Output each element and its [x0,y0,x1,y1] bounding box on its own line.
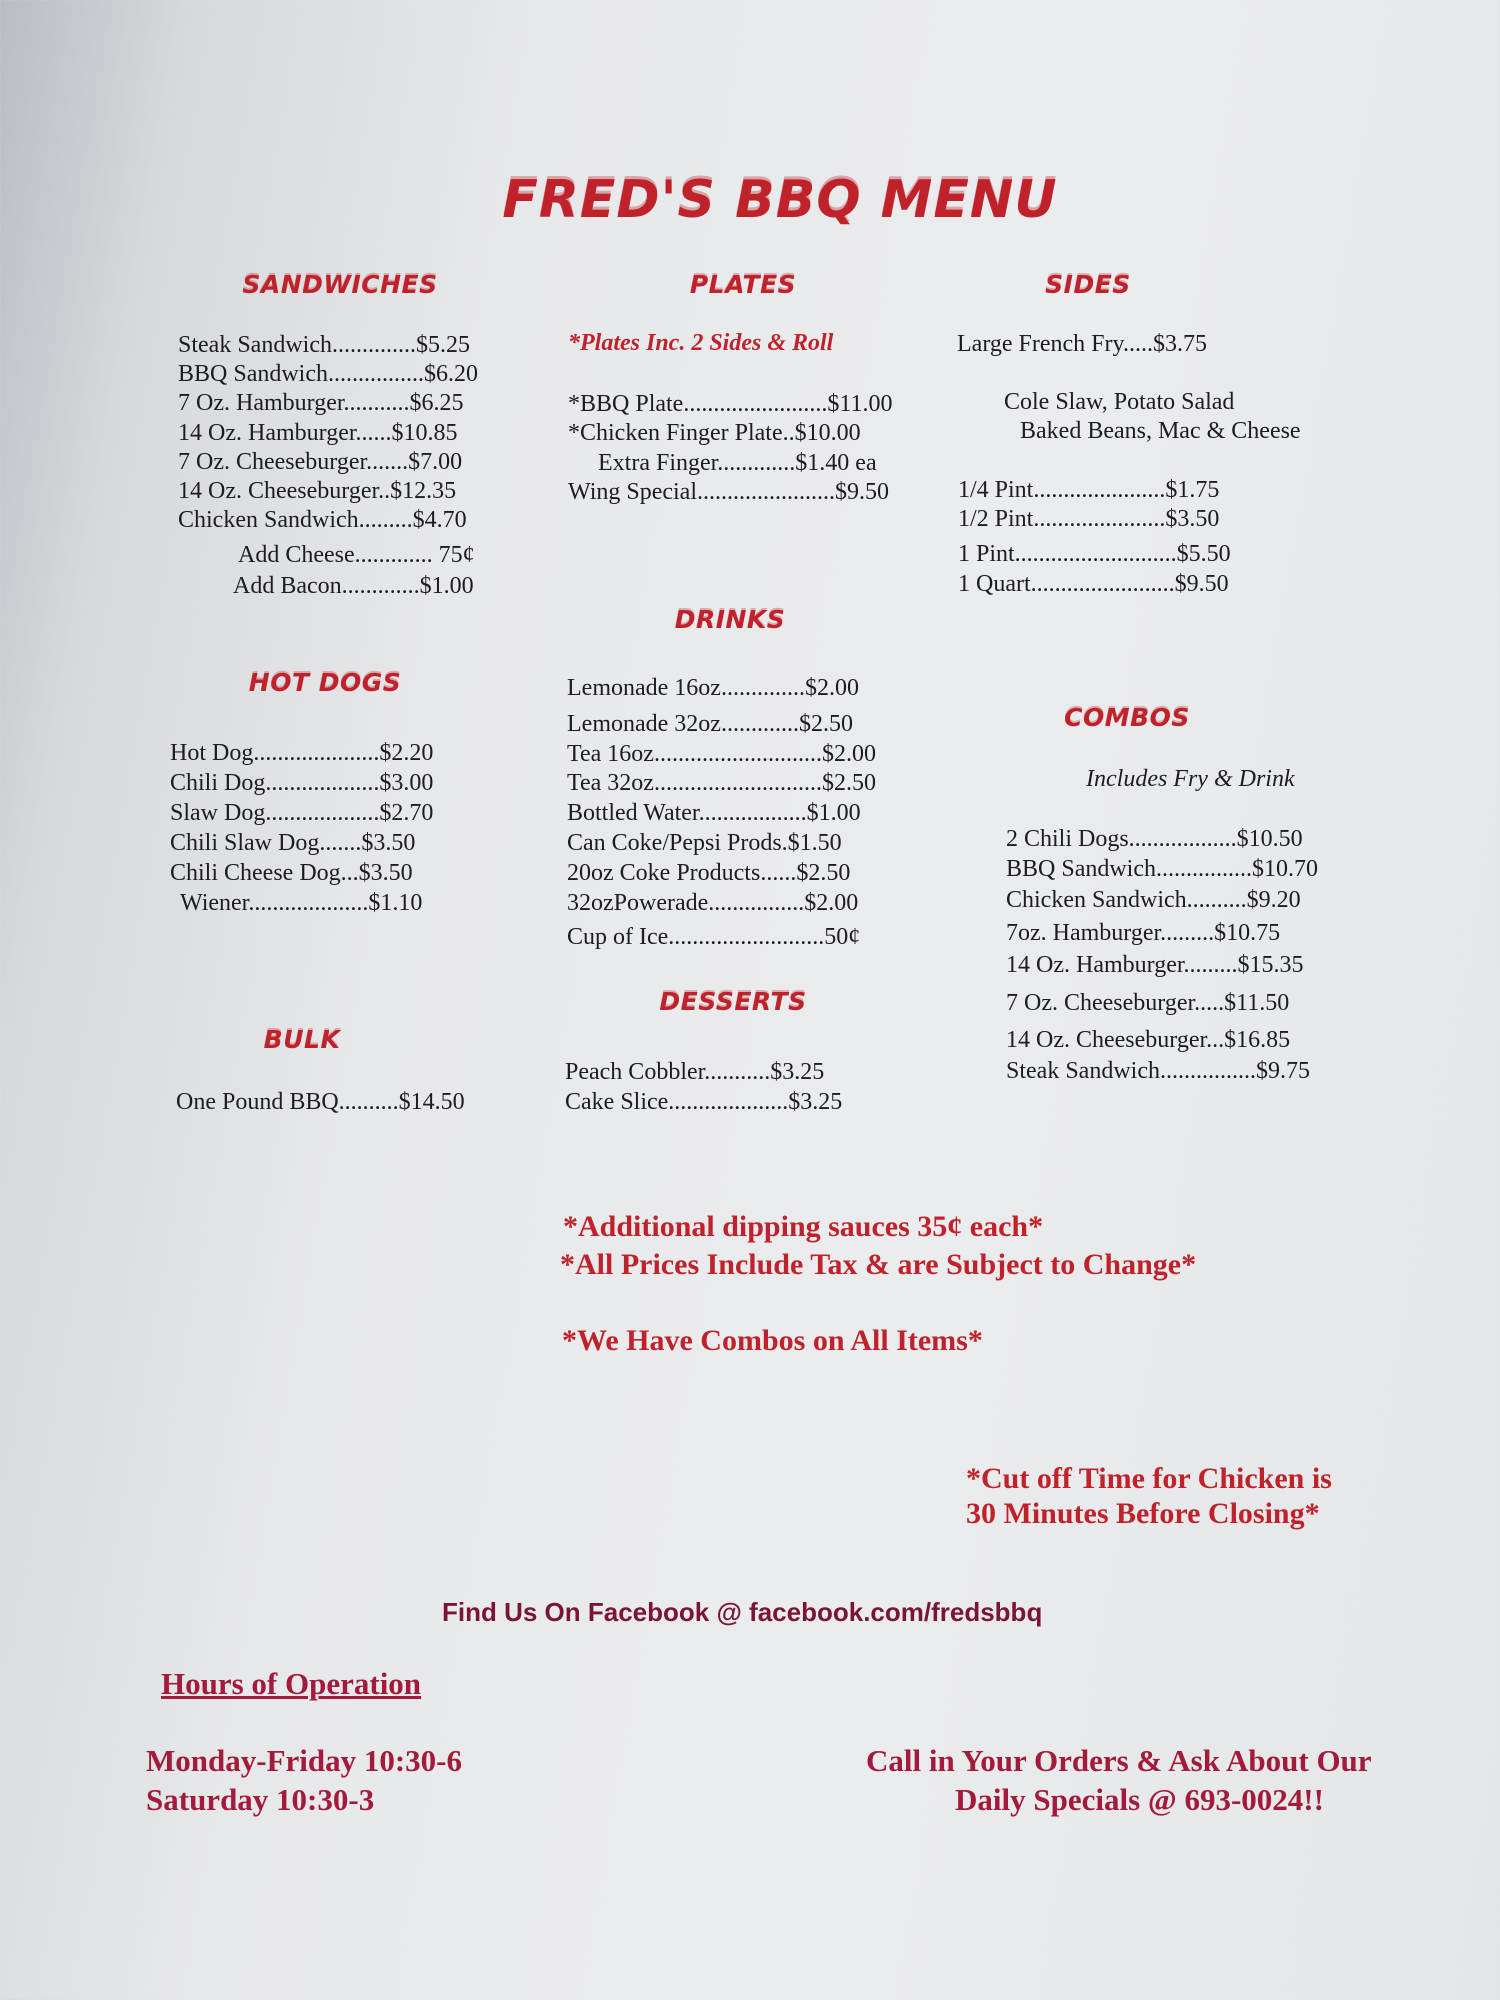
plate-item: Wing Special.......................$9.50 [568,479,889,505]
combo-item: 2 Chili Dogs..................$10.50 [1006,826,1303,852]
sandwich-item: 14 Oz. Hamburger......$10.85 [178,420,458,446]
chicken-cutoff-note: *Cut off Time for Chicken is [966,1462,1332,1495]
sandwich-item: BBQ Sandwich................$6.20 [178,361,478,387]
hot-dog-item: Chili Slaw Dog.......$3.50 [170,830,416,856]
combos-heading: COMBOS [1064,703,1190,732]
plates-heading: PLATES [689,270,797,299]
dessert-item: Peach Cobbler...........$3.25 [565,1059,825,1085]
menu-title: FRED'S BBQ MENU [502,170,1058,230]
sandwich-addon: Add Cheese............. 75¢ [238,542,475,568]
hours-heading: Hours of Operation [161,1666,422,1701]
plate-item: Extra Finger.............$1.40 ea [598,450,877,476]
sides-list: Cole Slaw, Potato Salad [1004,389,1235,415]
sides-fry: Large French Fry.....$3.75 [957,331,1207,357]
drink-item: Tea 32oz............................$2.50 [567,770,876,796]
chicken-cutoff-note: 30 Minutes Before Closing* [966,1497,1320,1530]
dessert-item: Cake Slice....................$3.25 [565,1089,843,1115]
sides-list: Baked Beans, Mac & Cheese [1020,418,1301,444]
sandwich-item: Chicken Sandwich.........$4.70 [178,507,467,533]
call-in-line: Call in Your Orders & Ask About Our [866,1743,1372,1778]
sandwiches-heading: SANDWICHES [242,270,438,299]
hot-dogs-heading: HOT DOGS [248,668,402,697]
combo-item: BBQ Sandwich................$10.70 [1006,856,1318,882]
combos-note: Includes Fry & Drink [1086,766,1295,792]
sides-heading: SIDES [1045,270,1131,299]
drink-item: Cup of Ice..........................50¢ [567,924,861,950]
hot-dog-item: Chili Dog...................$3.00 [170,770,434,796]
plate-item: *Chicken Finger Plate..$10.00 [568,420,861,446]
side-size-item: 1 Quart........................$9.50 [958,571,1229,597]
hot-dog-item: Hot Dog.....................$2.20 [170,740,434,766]
side-size-item: 1/4 Pint......................$1.75 [958,477,1220,503]
sandwich-addon: Add Bacon.............$1.00 [233,573,474,599]
combo-item: 7 Oz. Cheeseburger.....$11.50 [1006,990,1290,1016]
sandwich-item: 7 Oz. Hamburger...........$6.25 [178,390,464,416]
facebook-line: Find Us On Facebook @ facebook.com/fredsbbq [442,1597,1043,1627]
side-size-item: 1/2 Pint......................$3.50 [958,506,1220,532]
hot-dog-item: Chili Cheese Dog...$3.50 [170,860,413,886]
sandwich-item: Steak Sandwich..............$5.25 [178,332,470,358]
plate-item: *BBQ Plate........................$11.00 [568,391,893,417]
combo-item: Chicken Sandwich..........$9.20 [1006,887,1301,913]
bulk-heading: BULK [263,1025,341,1054]
tax-note: *All Prices Include Tax & are Subject to Change* [560,1248,1197,1281]
plates-note: *Plates Inc. 2 Sides & Roll [568,330,834,356]
combos-all-note: *We Have Combos on All Items* [562,1324,983,1357]
combo-item: 14 Oz. Hamburger.........$15.35 [1006,952,1304,978]
drink-item: 32ozPowerade................$2.00 [567,890,859,916]
hours-saturday: Saturday 10:30-3 [146,1782,375,1817]
drink-item: 20oz Coke Products......$2.50 [567,860,851,886]
hot-dog-item: Wiener....................$1.10 [180,890,423,916]
hot-dog-item: Slaw Dog...................$2.70 [170,800,434,826]
sauces-note: *Additional dipping sauces 35¢ each* [563,1210,1044,1243]
drink-item: Tea 16oz............................$2.00 [567,741,876,767]
drink-item: Lemonade 32oz.............$2.50 [567,711,853,737]
combo-item: 7oz. Hamburger.........$10.75 [1006,920,1281,946]
combo-item: 14 Oz. Cheeseburger...$16.85 [1006,1027,1291,1053]
sandwich-item: 14 Oz. Cheeseburger..$12.35 [178,478,457,504]
drinks-heading: DRINKS [674,605,786,634]
sandwich-item: 7 Oz. Cheeseburger.......$7.00 [178,449,463,475]
desserts-heading: DESSERTS [659,987,807,1016]
drink-item: Lemonade 16oz..............$2.00 [567,675,859,701]
drink-item: Can Coke/Pepsi Prods.$1.50 [567,830,842,856]
bulk-item: One Pound BBQ..........$14.50 [176,1089,465,1115]
combo-item: Steak Sandwich................$9.75 [1006,1058,1310,1084]
call-in-line: Daily Specials @ 693-0024!! [955,1782,1324,1817]
side-size-item: 1 Pint...........................$5.50 [958,541,1231,567]
drink-item: Bottled Water..................$1.00 [567,800,861,826]
hours-weekday: Monday-Friday 10:30-6 [146,1743,463,1778]
